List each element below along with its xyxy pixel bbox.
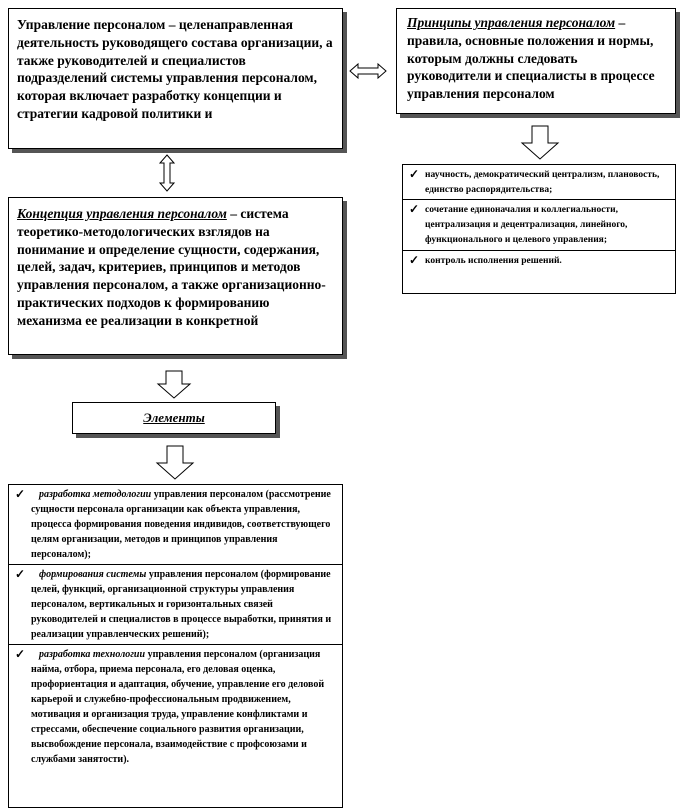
concept-text: – система теоретико-методологических взглядов на понимание и определение сущности, содержания, целей, задач, критериев, принципов и методов управления персоналом, а также организационно-практических подходов к формированию механизма ее реализации в конкретной — [17, 206, 326, 328]
concept-title: Концепция управления персоналом — [17, 206, 227, 221]
double-arrow-vertical — [158, 153, 176, 193]
element-text: управления персоналом (рассмотрение сущности персонала организации как объекта управления, процесса формирования поведения индивидов, соответствующего целям организации, методов и принципов управления персоналом); — [31, 489, 331, 560]
principles-list — [402, 164, 676, 294]
check-icon: ✓ — [409, 252, 420, 267]
down-arrow-elements — [155, 445, 195, 481]
element-item-system — [9, 565, 342, 645]
principle-item — [403, 165, 675, 200]
down-arrow-principles — [520, 125, 560, 161]
element-lead: разработка методологии — [39, 489, 152, 500]
principle-text: научность, демократический централизм, плановость, единство распорядительства; — [425, 170, 660, 195]
down-arrow-concept — [156, 370, 192, 400]
principles-definition-box — [396, 8, 676, 114]
element-text: управления персоналом (формирование целей, функций, организационной структуры управления персоналом, вертикальных и горизонтальных связей руководителей и специалистов в процессе выработки, принятия и реализации управленческих решений); — [31, 569, 332, 640]
principle-text: контроль исполнения решений. — [425, 255, 562, 266]
check-icon: ✓ — [409, 202, 420, 217]
check-icon: ✓ — [409, 167, 420, 181]
principle-item — [403, 200, 675, 250]
management-text: – целенаправленная деятельность руководящего состава организации, а также руководителей и специалистов подразделений системы управления персоналом, которая включает разработку концепции и стратегии кадровой политики и — [17, 17, 333, 122]
principles-title: Принципы управления персоналом — [407, 15, 616, 30]
element-text: управления персоналом (организация найма, отбора, приема персонала, его деловая оценка, профориентация и адаптация, обучение, управление его деловой карьерой и служебно-профессиональным продвижением, мотивация и организация труда, управление конфликтами и стрессами, обеспечение социального развития организации, высвобождение персонала, взаимодействие с профсоюзами и службами занятости). — [31, 649, 325, 765]
elements-label-box — [72, 402, 276, 434]
element-item-methodology — [9, 485, 342, 565]
element-lead: разработка технологии — [39, 649, 146, 660]
principle-text: сочетание единоначалия и коллегиальности, централизация и децентрализация, линейного, функционального и целевого управления; — [425, 205, 628, 245]
check-icon: ✓ — [15, 647, 26, 661]
elements-label: Элементы — [143, 410, 205, 425]
management-definition-box — [8, 8, 343, 149]
check-icon: ✓ — [15, 567, 26, 581]
check-icon: ✓ — [15, 487, 26, 501]
principle-item — [403, 251, 675, 271]
elements-list — [8, 484, 343, 808]
management-title: Управление персоналом — [17, 17, 166, 32]
principles-text: – правила, основные положения и нормы, которым должны следовать руководители и специалисты в процессе управления персоналом — [407, 15, 655, 102]
double-arrow-horizontal — [348, 62, 388, 80]
concept-definition-box — [8, 197, 343, 355]
element-item-technology — [9, 645, 342, 769]
element-lead: формирования системы — [39, 569, 147, 580]
